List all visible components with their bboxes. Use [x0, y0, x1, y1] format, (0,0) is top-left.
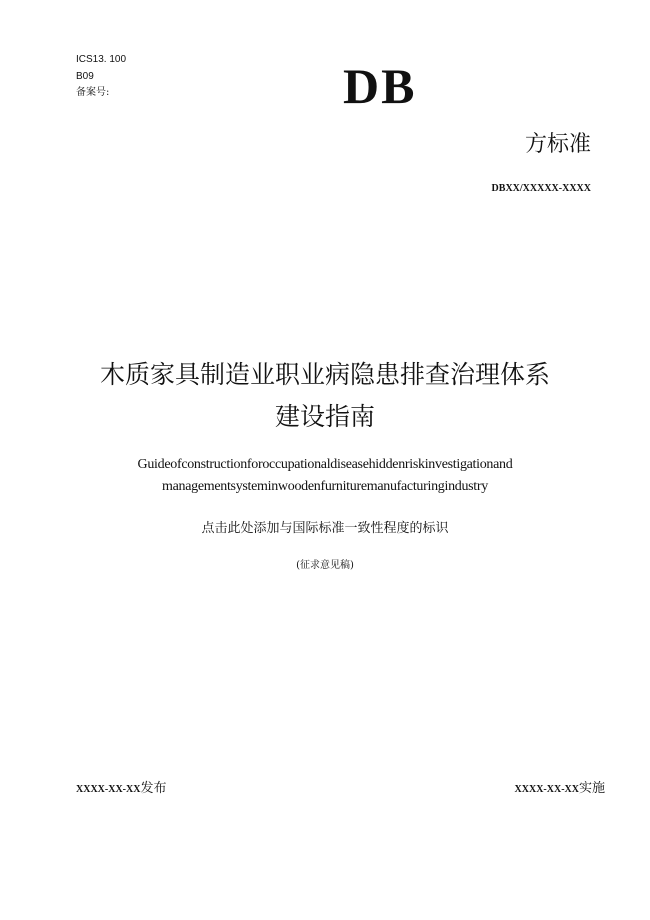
ics-number: ICS13. 100 — [76, 54, 127, 65]
publish-label: 发布 — [140, 781, 167, 796]
standard-type-label: 方标准 — [524, 132, 591, 157]
draft-status: (征求意见稿) — [296, 560, 354, 571]
publish-date — [76, 779, 166, 799]
db-standard-logo: DB — [343, 58, 417, 114]
standard-code: DBXX/XXXXX-XXXX — [491, 183, 591, 194]
implement-label: 实施 — [578, 781, 605, 796]
consistency-note[interactable]: 点击此处添加与国际标准一致性程度的标识 — [201, 521, 449, 536]
title-chinese-line-2: 建设指南 — [274, 402, 375, 431]
publish-date-code: XXXX-XX-XX — [76, 784, 141, 795]
title-english-line-2: managementsysteminwoodenfurnituremanufacturingindustry — [162, 479, 488, 494]
title-chinese-line-1: 木质家具制造业职业病隐患排查治理体系 — [99, 360, 550, 389]
implement-date — [515, 779, 605, 799]
implement-date-code: XXXX-XX-XX — [514, 784, 579, 795]
classification-code: B09 — [76, 71, 94, 82]
title-english-line-1: Guideofconstructionforoccupationaldiseasehiddenriskinvestigationand — [137, 457, 513, 472]
filing-number-label: 备案号: — [76, 87, 110, 98]
